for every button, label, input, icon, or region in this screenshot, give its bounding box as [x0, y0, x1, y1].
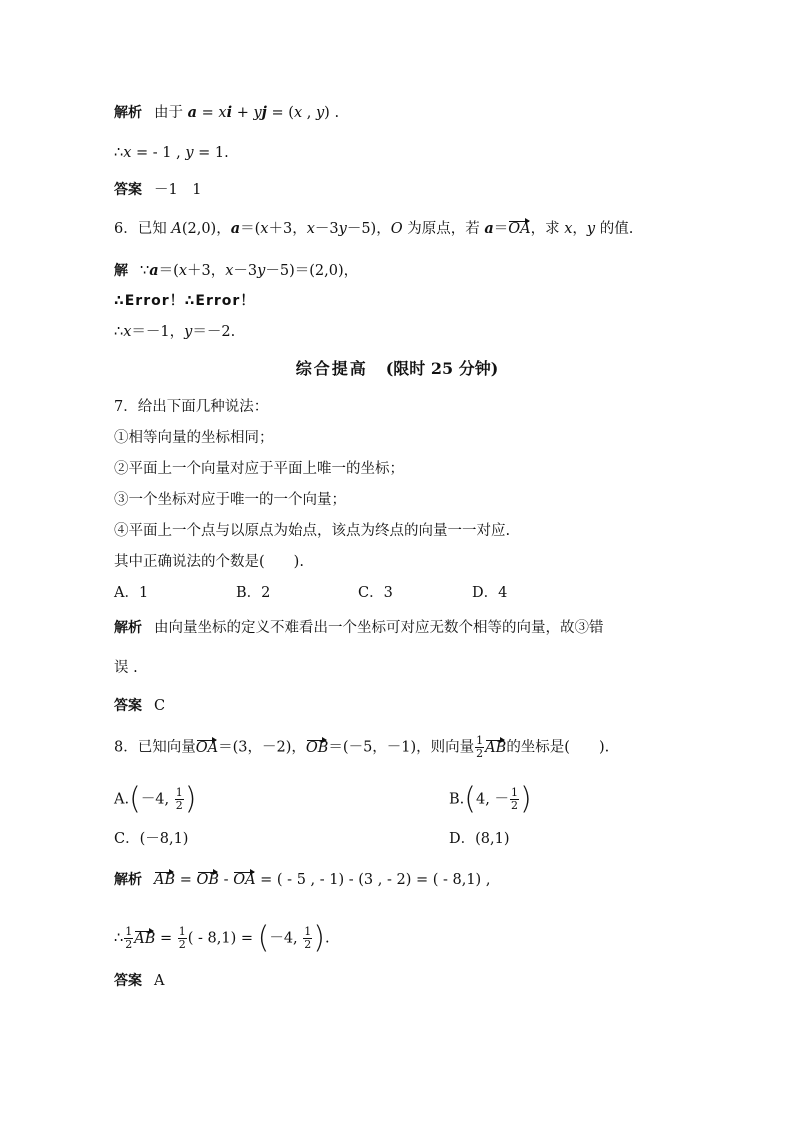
option-c: C．3 — [358, 585, 393, 601]
option-b: B．2 — [236, 585, 271, 601]
vector-OB: OB — [196, 872, 220, 888]
q6-error-line: ∴Error！∴Error！ — [114, 293, 256, 309]
solution-label: 解 — [114, 263, 128, 279]
answer-value: C — [154, 698, 166, 714]
fraction-half: $\frac{1}{2}$ — [476, 734, 484, 760]
p5-analysis-line: 解析 由于 a = xi + yj = (x , y) . — [114, 104, 340, 121]
analysis-label: 解析 — [114, 872, 142, 888]
q7-item-3: ③一个坐标对应于唯一的一个向量； — [114, 492, 346, 508]
q7-item-1: ①相等向量的坐标相同； — [114, 430, 274, 446]
fraction: $\frac{1}{2}$ — [125, 925, 133, 951]
analysis-label: 解析 — [114, 105, 142, 121]
vector-OA: OA — [233, 872, 256, 888]
vector-OA: OA — [508, 221, 531, 237]
p5-therefore-line: ∴x = ‐ 1 , y = 1. — [114, 145, 229, 161]
q8-analysis-2: ∴ $\frac{1}{2}$ AB = $\frac{1}{2}$ ( ‐ 8,1) = (－4, $\frac{1}{2}$ ). — [114, 920, 330, 956]
fraction: $\frac{1}{2}$ — [175, 786, 183, 812]
q7-answer — [114, 696, 165, 716]
q7-question: 其中正确说法的个数是( ). — [114, 554, 304, 570]
answer-value: A — [154, 973, 165, 989]
vector-OB: OB — [305, 739, 329, 756]
q8-option-b: B.(4, － $\frac{1}{2}$ ) — [449, 781, 532, 817]
q8-answer — [114, 971, 164, 991]
q7-item-4: ④平面上一个点与以原点为始点，该点为终点的向量一一对应. — [114, 523, 511, 539]
answer-label: 答案 — [114, 182, 142, 198]
p5-answer-line — [114, 180, 201, 200]
section-title: 综合提高 (限时 25 分钟) — [295, 359, 499, 378]
vector-AB: AB — [134, 930, 156, 947]
q8-option-c: C．(－8,1) — [114, 831, 189, 847]
q7-analysis-2: 误 . — [114, 660, 138, 676]
fraction: $\frac{1}{2}$ — [510, 786, 518, 812]
fraction: $\frac{1}{2}$ — [178, 925, 186, 951]
analysis-label: 解析 — [114, 620, 142, 636]
option-d: D．4 — [472, 585, 508, 601]
q7-item-2: ②平面上一个向量对应于平面上唯一的坐标； — [114, 461, 404, 477]
fraction: $\frac{1}{2}$ — [304, 925, 312, 951]
q8-option-a: A.(－4, $\frac{1}{2}$ ) — [114, 781, 197, 817]
q8-option-d: D．(8,1) — [449, 831, 510, 847]
q8-stem: 8．已知向量OA＝(3，－2)，OB＝(－5，－1)，则向量 $\frac{1}{2}$ AB的坐标是( ). — [114, 734, 610, 760]
q6-solution: 解 ∵a＝(x＋3，x－3y－5)＝(2,0)， — [114, 262, 359, 279]
q7-options — [114, 583, 507, 603]
vector-AB: AB — [154, 872, 176, 888]
q6-stem: 6．已知 A(2,0)，a＝(x＋3，x－3y－5)，O 为原点，若 a＝OA，求 x，y 的值. — [114, 220, 634, 237]
answer-label: 答案 — [114, 973, 142, 989]
q7-analysis-1: 解析 由向量坐标的定义不难看出一个坐标可对应无数个相等的向量，故③错 — [114, 620, 604, 636]
option-a: A．1 — [114, 585, 149, 601]
vector-OA: OA — [195, 739, 219, 756]
q8-analysis-1: 解析 AB = OB ‐ OA = ( ‐ 5 , ‐ 1) ‐ (3 , ‐ 2) = ( ‐ 8,1) , — [114, 872, 491, 888]
answer-value: －1 1 — [154, 182, 202, 198]
q7-stem: 7．给出下面几种说法： — [114, 399, 269, 415]
answer-label: 答案 — [114, 698, 142, 714]
vector-AB: AB — [485, 739, 507, 756]
q6-result: ∴x＝－1，y＝－2. — [114, 324, 236, 340]
